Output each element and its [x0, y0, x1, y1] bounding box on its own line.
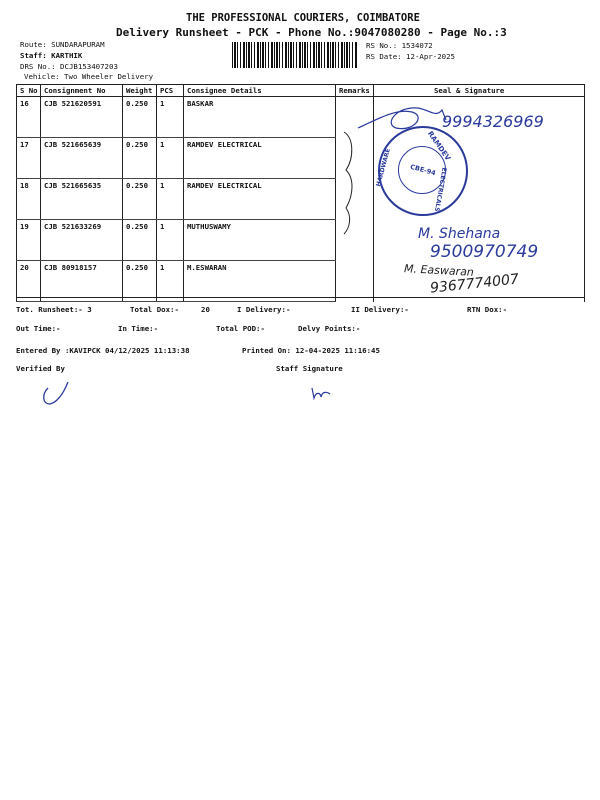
cell-sno: 20 — [17, 261, 41, 302]
header-sno: S No — [17, 85, 41, 97]
cell-sno: 18 — [17, 179, 41, 220]
out-time: Out Time:- — [16, 324, 61, 333]
in-time: In Time:- — [118, 324, 159, 333]
table-bottom-rule — [16, 297, 584, 298]
drs-number: DRS No.: DCJB153407203 — [20, 62, 118, 71]
total-dox-value: 20 — [201, 305, 210, 314]
total-pod: Total POD:- — [216, 324, 265, 333]
table-row — [17, 138, 585, 179]
rs-date: RS Date: 12-Apr-2025 — [366, 52, 455, 61]
cell-pcs: 1 — [157, 138, 184, 179]
handwritten-phone-2: 9500970749 — [430, 242, 539, 262]
rs-number: RS No.: 1534072 — [366, 41, 433, 50]
handwritten-phone-1: 9994326969 — [442, 112, 544, 131]
cell-sno: 17 — [17, 138, 41, 179]
cell-consignment: CJB 521665635 — [41, 179, 123, 220]
cell-consignee: RAMDEV ELECTRICAL — [184, 138, 336, 179]
verified-by: Verified By — [16, 364, 65, 373]
header-remarks: Remarks — [336, 85, 374, 97]
verified-signature-scribble — [40, 380, 70, 408]
i-delivery: I Delivery:- — [237, 305, 291, 314]
handwritten-name-3: M. Easwaran — [403, 262, 475, 279]
header-consignee: Consignee Details — [184, 85, 336, 97]
total-dox-label: Total Dox:- — [130, 305, 179, 314]
cell-weight: 0.250 — [123, 179, 157, 220]
cell-weight: 0.250 — [123, 220, 157, 261]
cell-consignee: M.ESWARAN — [184, 261, 336, 302]
vehicle-label: Vehicle: Two Wheeler Delivery — [24, 72, 154, 81]
cell-consignee: BASKAR — [184, 97, 336, 138]
cell-pcs: 1 — [157, 220, 184, 261]
route-label: Route: SUNDARAPURAM — [20, 40, 105, 49]
cell-weight: 0.250 — [123, 261, 157, 302]
cell-weight: 0.250 — [123, 97, 157, 138]
cell-pcs: 1 — [157, 179, 184, 220]
printed-on: Printed On: 12-04-2025 11:16:45 — [242, 346, 380, 355]
stamp-text-center: CBE-94 — [409, 162, 437, 178]
table-row — [17, 179, 585, 220]
header-weight: Weight — [123, 85, 157, 97]
header-seal-signature: Seal & Signature — [374, 85, 585, 97]
barcode — [232, 42, 358, 68]
staff-signature-label: Staff Signature — [276, 364, 343, 373]
stamp-text-right: ELECTRICALS — [432, 166, 448, 213]
cell-consignment: CJB 521665639 — [41, 138, 123, 179]
cell-consignee: RAMDEV ELECTRICAL — [184, 179, 336, 220]
cell-consignee: MUTHUSWAMY — [184, 220, 336, 261]
cell-remarks — [336, 261, 374, 302]
bracket-pen-mark — [340, 128, 360, 238]
ii-delivery: II Delivery:- — [351, 305, 409, 314]
cell-sno: 19 — [17, 220, 41, 261]
handwritten-name-2: M. Shehana — [418, 226, 501, 242]
entered-by: Entered By :KAVIPCK 04/12/2025 11:13:38 — [16, 346, 190, 355]
handwritten-phone-3: 9367774007 — [429, 271, 520, 297]
stamp-text-top: RAMDEV — [425, 129, 452, 163]
rtn-dox: RTN Dox:- — [467, 305, 508, 314]
company-stamp — [375, 126, 468, 216]
cell-consignment: CJB 521633269 — [41, 220, 123, 261]
staff-label: Staff: KARTHIK — [20, 51, 83, 60]
table-header-row — [17, 85, 585, 97]
cell-consignment: CJB 80918157 — [41, 261, 123, 302]
total-runsheet: Tot. Runsheet:- 3 — [16, 305, 92, 314]
delivery-points: Delvy Points:- — [298, 324, 361, 333]
cell-pcs: 1 — [157, 261, 184, 302]
stamp-text-left: HARDWARE — [375, 147, 392, 188]
cell-pcs: 1 — [157, 97, 184, 138]
cell-consignment: CJB 521620591 — [41, 97, 123, 138]
cell-weight: 0.250 — [123, 138, 157, 179]
header-consignment: Consignment No — [41, 85, 123, 97]
company-title: THE PROFESSIONAL COURIERS, COIMBATORE — [186, 12, 420, 24]
cell-sno: 16 — [17, 97, 41, 138]
runsheet-subtitle: Delivery Runsheet - PCK - Phone No.:9047080280 - Page No.:3 — [116, 26, 507, 39]
staff-signature-scribble — [310, 386, 332, 402]
header-pcs: PCS — [157, 85, 184, 97]
